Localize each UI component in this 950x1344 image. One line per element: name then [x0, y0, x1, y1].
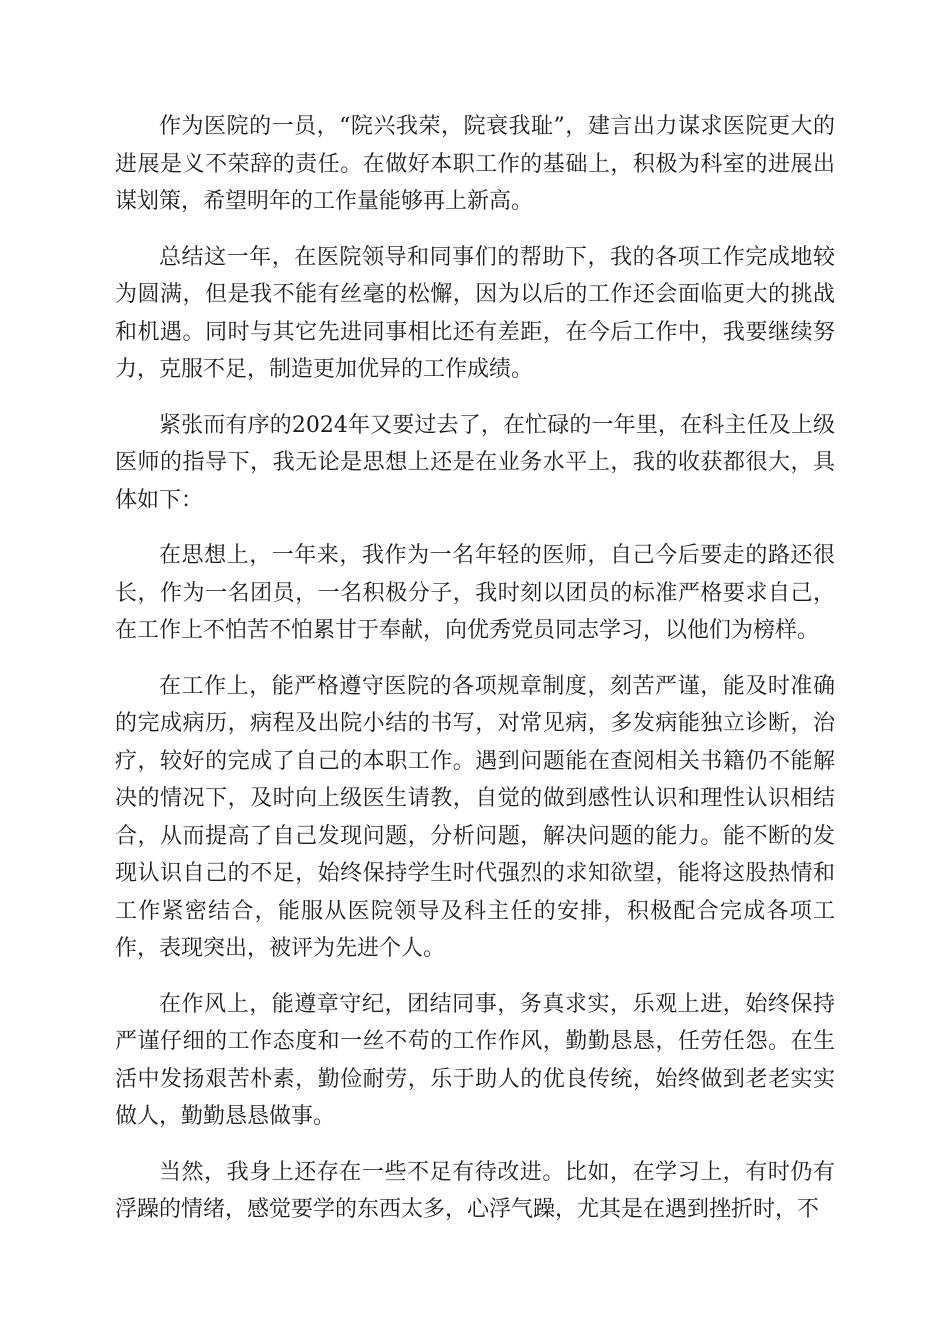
paragraph-shortcomings: 当然，我身上还存在一些不足有待改进。比如，在学习上，有时仍有浮躁的情绪，感觉要学的东西太多，心浮气躁，尤其是在遇到挫折时，不 — [115, 1159, 835, 1222]
document-body — [115, 108, 835, 1247]
paragraph-work: 在工作上，能严格遵守医院的各项规章制度，刻苦严谨，能及时准确的完成病历，病程及出院小结的书写，对常见病，多发病能独立诊断，治疗，较好的完成了自己的本职工作。遇到问题能在查阅相关书籍仍不能解决的情况下，及时向上级医生请教，自觉的做到感性认识和理性认识相结合，从而提高了自己发现问题，分析问题，解决问题的能力。能不断的发现认识自己的不足，始终保持学生时代强烈的求知欲望，能将这股热情和工作紧密结合，能服从医院领导及科主任的安排，积极配合完成各项工作，表现突出，被评为先进个人。 — [115, 673, 835, 961]
paragraph-dedication: 作为医院的一员，“院兴我荣，院衰我耻”，建言出力谋求医院更大的进展是义不荣辞的责任。在做好本职工作的基础上，积极为科室的进展出谋划策，希望明年的工作量能够再上新高。 — [115, 114, 835, 214]
paragraph-intro: 紧张而有序的2024年又要过去了，在忙碌的一年里，在科主任及上级医师的指导下，我无论是思想上还是在业务水平上，我的收获都很大，具体如下： — [115, 412, 835, 513]
paragraph-conduct: 在作风上，能遵章守纪，团结同事，务真求实，乐观上进，始终保持严谨仔细的工作态度和一丝不苟的工作作风，勤勤恳恳，任劳任怨。在生活中发扬艰苦朴素，勤俭耐劳，乐于助人的优良传统，始终做到老老实实做人，勤勤恳恳做事。 — [115, 991, 835, 1129]
paragraph-year-summary: 总结这一年，在医院领导和同事们的帮助下，我的各项工作完成地较为圆满，但是我不能有丝毫的松懈，因为以后的工作还会面临更大的挑战和机遇。同时与其它先进同事相比还有差距，在今后工作中，我要继续努力，克服不足，制造更加优异的工作成绩。 — [115, 244, 835, 382]
paragraph-ideology: 在思想上，一年来，我作为一名年轻的医师，自己今后要走的路还很长，作为一名团员，一名积极分子，我时刻以团员的标准严格要求自己，在工作上不怕苦不怕累甘于奉献，向优秀党员同志学习，以他们为榜样。 — [115, 543, 835, 643]
